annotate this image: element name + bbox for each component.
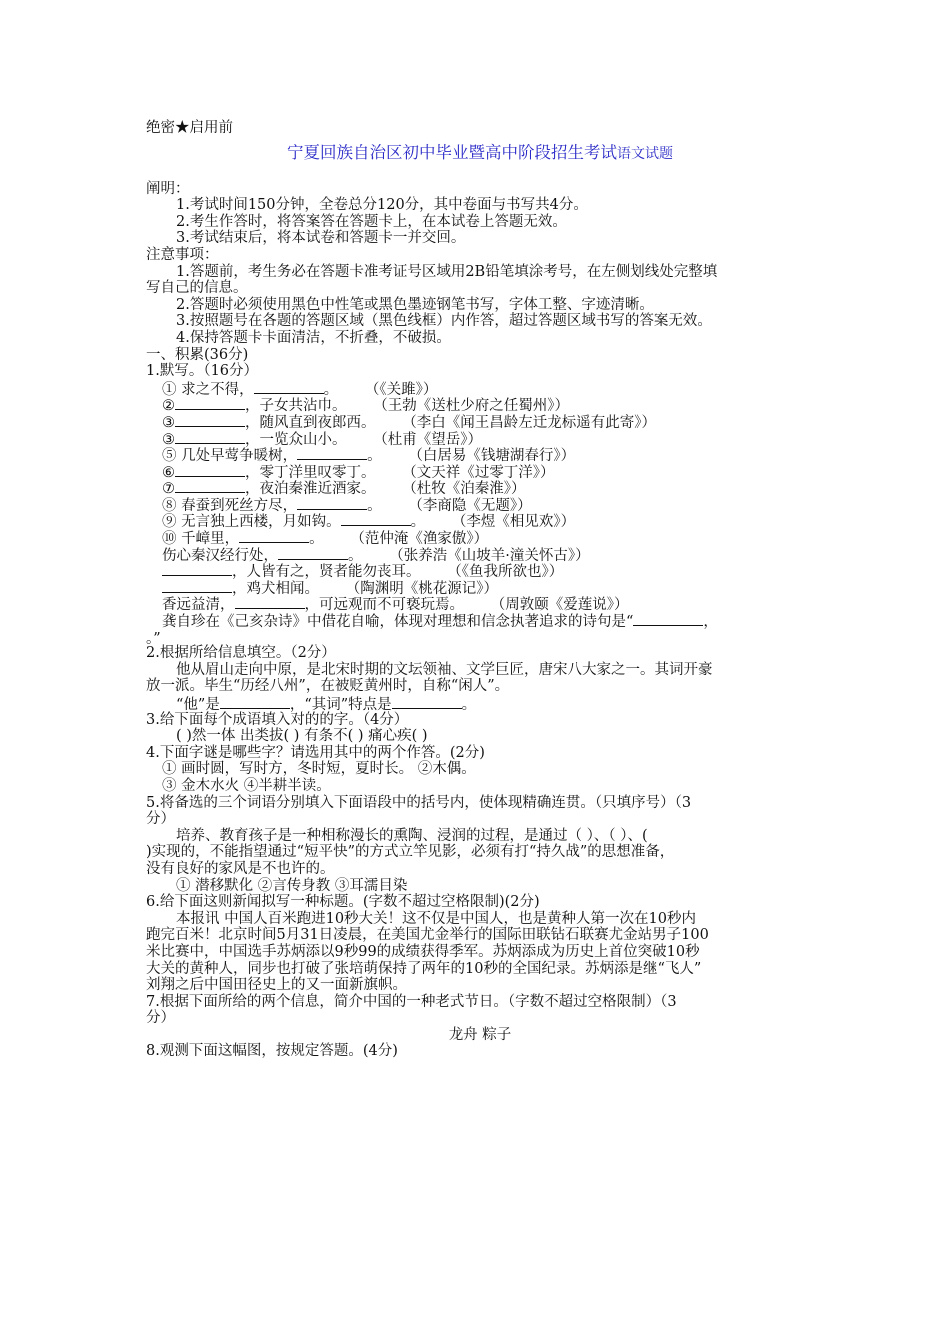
recitation-line: [146, 579, 814, 596]
fill-label: “他”是: [176, 697, 220, 713]
recitation-suffix: ，人皆有之，贤者能勿丧耳。: [232, 564, 421, 581]
explain-item: 3.考试结束后，将本试卷和答题卡一并交回。: [176, 230, 466, 247]
recitation-suffix: ，鸡犬相闻。: [232, 580, 319, 597]
news-text: 本报讯 中国人百米跑进10秒大关！这不仅是中国人，也是黄种人第一次在10秒内: [176, 910, 697, 927]
recitation-suffix: 。: [348, 547, 363, 564]
comma: ，: [703, 614, 718, 631]
recitation-prefix: ③: [162, 431, 175, 448]
question-5-heading-cont: 分）: [146, 811, 175, 828]
recitation-suffix: ，夜泊秦淮近酒家。: [245, 481, 376, 498]
recitation-source: （文天祥《过零丁洋》）: [409, 464, 555, 481]
question-5-options: ① 潜移默化 ②言传身教 ③耳濡目染: [176, 877, 408, 894]
recitation-source: （杜甫《望岳》）: [380, 431, 482, 448]
recitation-suffix: 。: [323, 381, 339, 398]
news-text: 米比赛中，中国选手苏炳添以9秒99的成绩获得季军。苏炳添成为历史上首位突破10秒: [146, 943, 700, 960]
news-text: 跑完百米！北京时间5月31日凌晨，在美国尤金举行的国际田联钻石联赛尤金站男子100: [146, 927, 709, 944]
answer-blank[interactable]: [162, 562, 232, 576]
recitation-prefix: ⑥: [162, 464, 175, 481]
question-6-heading: 6.给下面这则新闻拟写一种标题。(字数不超过空格限制)(2分): [146, 894, 540, 911]
recitation-prefix: 伤心秦汉经行处，: [162, 547, 278, 564]
answer-blank[interactable]: [175, 430, 245, 444]
question-7-heading: 7.根据下面所给的两个信息，简介中国的一种老式节日。（字数不超过空格限制）（3: [146, 993, 677, 1010]
answer-blank[interactable]: [175, 413, 245, 427]
question-7-heading-cont: 分）: [146, 1010, 175, 1027]
recitation-source: （陶渊明《桃花源记》）: [353, 580, 498, 597]
question-3-heading: 3.给下面每个成语填入对的的字。（4分）: [146, 711, 409, 728]
answer-blank[interactable]: [175, 463, 245, 477]
question-2-text: 他从眉山走向中原，是北宋时期的文坛领袖、文学巨匠，唐宋八大家之一。其词开豪: [176, 661, 713, 678]
recitation-suffix: 。: [367, 448, 382, 465]
recitation-suffix: 。: [410, 514, 426, 531]
recitation-line: [146, 479, 814, 496]
recitation-source: （《鱼我所欲也》）: [454, 564, 564, 581]
answer-blank[interactable]: [235, 595, 305, 609]
answer-blank[interactable]: [341, 512, 411, 526]
answer-blank[interactable]: [175, 479, 245, 493]
answer-blank[interactable]: [220, 695, 290, 709]
recitation-suffix: ，可远观而不可亵玩焉。: [304, 597, 464, 614]
confidential-mark: 绝密★启用前: [146, 120, 233, 136]
attention-item: 4.保持答题卡卡面清洁，不折叠，不破损。: [176, 329, 451, 346]
recitation-prefix: ②: [162, 398, 175, 415]
news-text: 刘翔之后中国田径史上的又一面新旗帜。: [146, 977, 407, 994]
explain-item: 1.考试时间150分钟，全卷总分120分，其中卷面与书写共4分。: [176, 197, 588, 214]
exam-title-sub: 语文试题: [617, 145, 673, 162]
recitation-source: （白居易《钱塘湖春行》）: [415, 448, 576, 465]
closing-quote: 。”: [146, 630, 161, 647]
question-4-row: ① 画时圆，写时方，冬时短，夏时长。 ②木偶。: [162, 761, 476, 778]
answer-blank[interactable]: [162, 579, 232, 593]
attention-heading: 注意事项：: [146, 246, 219, 263]
recitation-prefix: ⑨ 无言独上西楼，月如钩。: [162, 514, 341, 531]
question-2-heading: 2.根据所给信息填空。（2分）: [146, 645, 336, 662]
exam-paper: [146, 120, 814, 1060]
recitation-line: [146, 463, 814, 480]
attention-item-cont: 写自己的信息。: [146, 280, 248, 297]
recitation-suffix: ，一览众山小。: [245, 431, 347, 448]
question-2-fill: [146, 695, 814, 712]
recitation-line: [146, 546, 814, 563]
recitation-prefix: ⑦: [162, 481, 175, 498]
recitation-line: [146, 512, 814, 529]
recitation-line: [146, 446, 814, 463]
recitation-prefix: ③: [162, 414, 175, 431]
answer-blank[interactable]: [278, 546, 348, 560]
recitation-suffix: ，随风直到夜郎西。: [245, 414, 376, 431]
recitation-source: （《关雎》）: [372, 381, 438, 398]
recitation-source: （周敦颐《爱莲说》）: [498, 597, 629, 614]
exam-title: [146, 137, 814, 169]
recitation-source: （李煜《相见欢》）: [459, 514, 576, 531]
question-5-text: 没有良好的家风是不也许的。: [146, 860, 335, 877]
recitation-prefix: ⑩ 千嶂里，: [162, 531, 240, 548]
recitation-prefix: 香远益清，: [162, 597, 235, 614]
question-5-text: 培养、教育孩子是一种相称漫长的熏陶、浸润的过程，是通过（ ）、（ ）、(: [176, 827, 648, 844]
recitation-line: [146, 562, 814, 579]
recitation-suffix: 。: [309, 531, 324, 548]
question-1-heading: 1.默写。（16分）: [146, 363, 259, 380]
recitation-source: （王勃《送杜少府之任蜀州》）: [380, 398, 569, 415]
question-4-row: ③ 金木水火 ④半耕半读。: [162, 777, 331, 794]
question-5-heading: 5.将备选的三个词语分别填入下面语段中的括号内，使体现精确连贯。（只填序号）（3: [146, 794, 692, 811]
answer-blank[interactable]: [297, 446, 367, 460]
news-text: 大关的黄种人，同步也打破了张培萌保持了两年的10秒的全国纪录。苏炳添是继“飞人”: [146, 960, 702, 977]
recitation-source: （李商隐《无题》）: [415, 497, 532, 514]
question-5-text: )实现的，不能指望通过“短平快”的方式立竿见影，必须有打“持久战”的思想准备，: [146, 844, 675, 861]
question-8-heading: 8.观测下面这幅图，按规定答题。(4分): [146, 1043, 398, 1060]
recitation-prefix: ⑧ 春蚕到死丝方尽，: [162, 497, 298, 514]
recitation-line: [146, 430, 814, 447]
exam-title-main: 宁夏回族自治区初中毕业暨高中阶段招生考试: [287, 142, 617, 162]
answer-blank[interactable]: [254, 380, 324, 394]
attention-item: 1.答题前，考生务必在答题卡准考证号区域用2B铅笔填涂考号，在左侧划线处完整填: [176, 263, 718, 280]
answer-blank[interactable]: [175, 396, 245, 410]
question-7-info: 龙舟 粽子: [448, 1026, 512, 1043]
recitation-line: [146, 396, 814, 413]
recitation-line: [146, 380, 814, 397]
attention-item: 2.答题时必须使用黑色中性笔或黑色墨迹钢笔书写，字体工整、字迹清晰。: [176, 296, 654, 313]
recitation-final-text: 龚自珍在《己亥杂诗》中借花自喻，体现对理想和信念执著追求的诗句是“: [162, 614, 634, 631]
recitation-prefix: ① 求之不得，: [162, 381, 254, 398]
answer-blank[interactable]: [392, 695, 462, 709]
recitation-suffix: 。: [367, 497, 382, 514]
fill-label: ，“其词”特点是: [289, 697, 392, 713]
answer-blank[interactable]: [239, 529, 309, 543]
attention-item: 3.按照题号在各题的答题区域（黑色线框）内作答，超过答题区域书写的答案无效。: [176, 313, 712, 330]
recitation-suffix: ，零丁洋里叹零丁。: [245, 464, 376, 481]
explain-heading: 阐明：: [146, 180, 190, 197]
question-2-text: 放一派。毕生“历经八州”，在被贬黄州时，自称“闲人”。: [146, 678, 510, 695]
recitation-source: （张养浩《山坡羊·潼关怀古》）: [396, 547, 590, 564]
recitation-line: [146, 496, 814, 513]
section-heading: 一、积累(36分): [146, 346, 249, 363]
recitation-source: （杜牧《泊秦淮》）: [409, 481, 526, 498]
answer-blank[interactable]: [297, 496, 367, 510]
explain-item: 2.考生作答时，将答案答在答题卡上，在本试卷上答题无效。: [176, 213, 567, 230]
recitation-prefix: ⑤ 几处早莺争暖树，: [162, 448, 298, 465]
recitation-source: （范仲淹《渔家傲》）: [357, 531, 489, 548]
recitation-line: [146, 529, 814, 546]
question-3-items: ( )然一体 出类拔( ) 有条不( ) 痛心疾( ): [176, 728, 428, 745]
recitation-final-cont: [146, 629, 814, 646]
recitation-final: [146, 612, 814, 629]
question-4-heading: 4.下面字谜是哪些字？请选用其中的两个作答。(2分): [146, 744, 485, 761]
recitation-list: [146, 380, 814, 612]
recitation-line: [146, 413, 814, 430]
recitation-source: （李白《闻王昌龄左迁龙标遥有此寄》）: [409, 414, 656, 431]
recitation-line: [146, 595, 814, 612]
period: 。: [461, 697, 477, 713]
answer-blank[interactable]: [633, 612, 703, 626]
recitation-suffix: ，子女共沾巾。: [245, 398, 347, 415]
